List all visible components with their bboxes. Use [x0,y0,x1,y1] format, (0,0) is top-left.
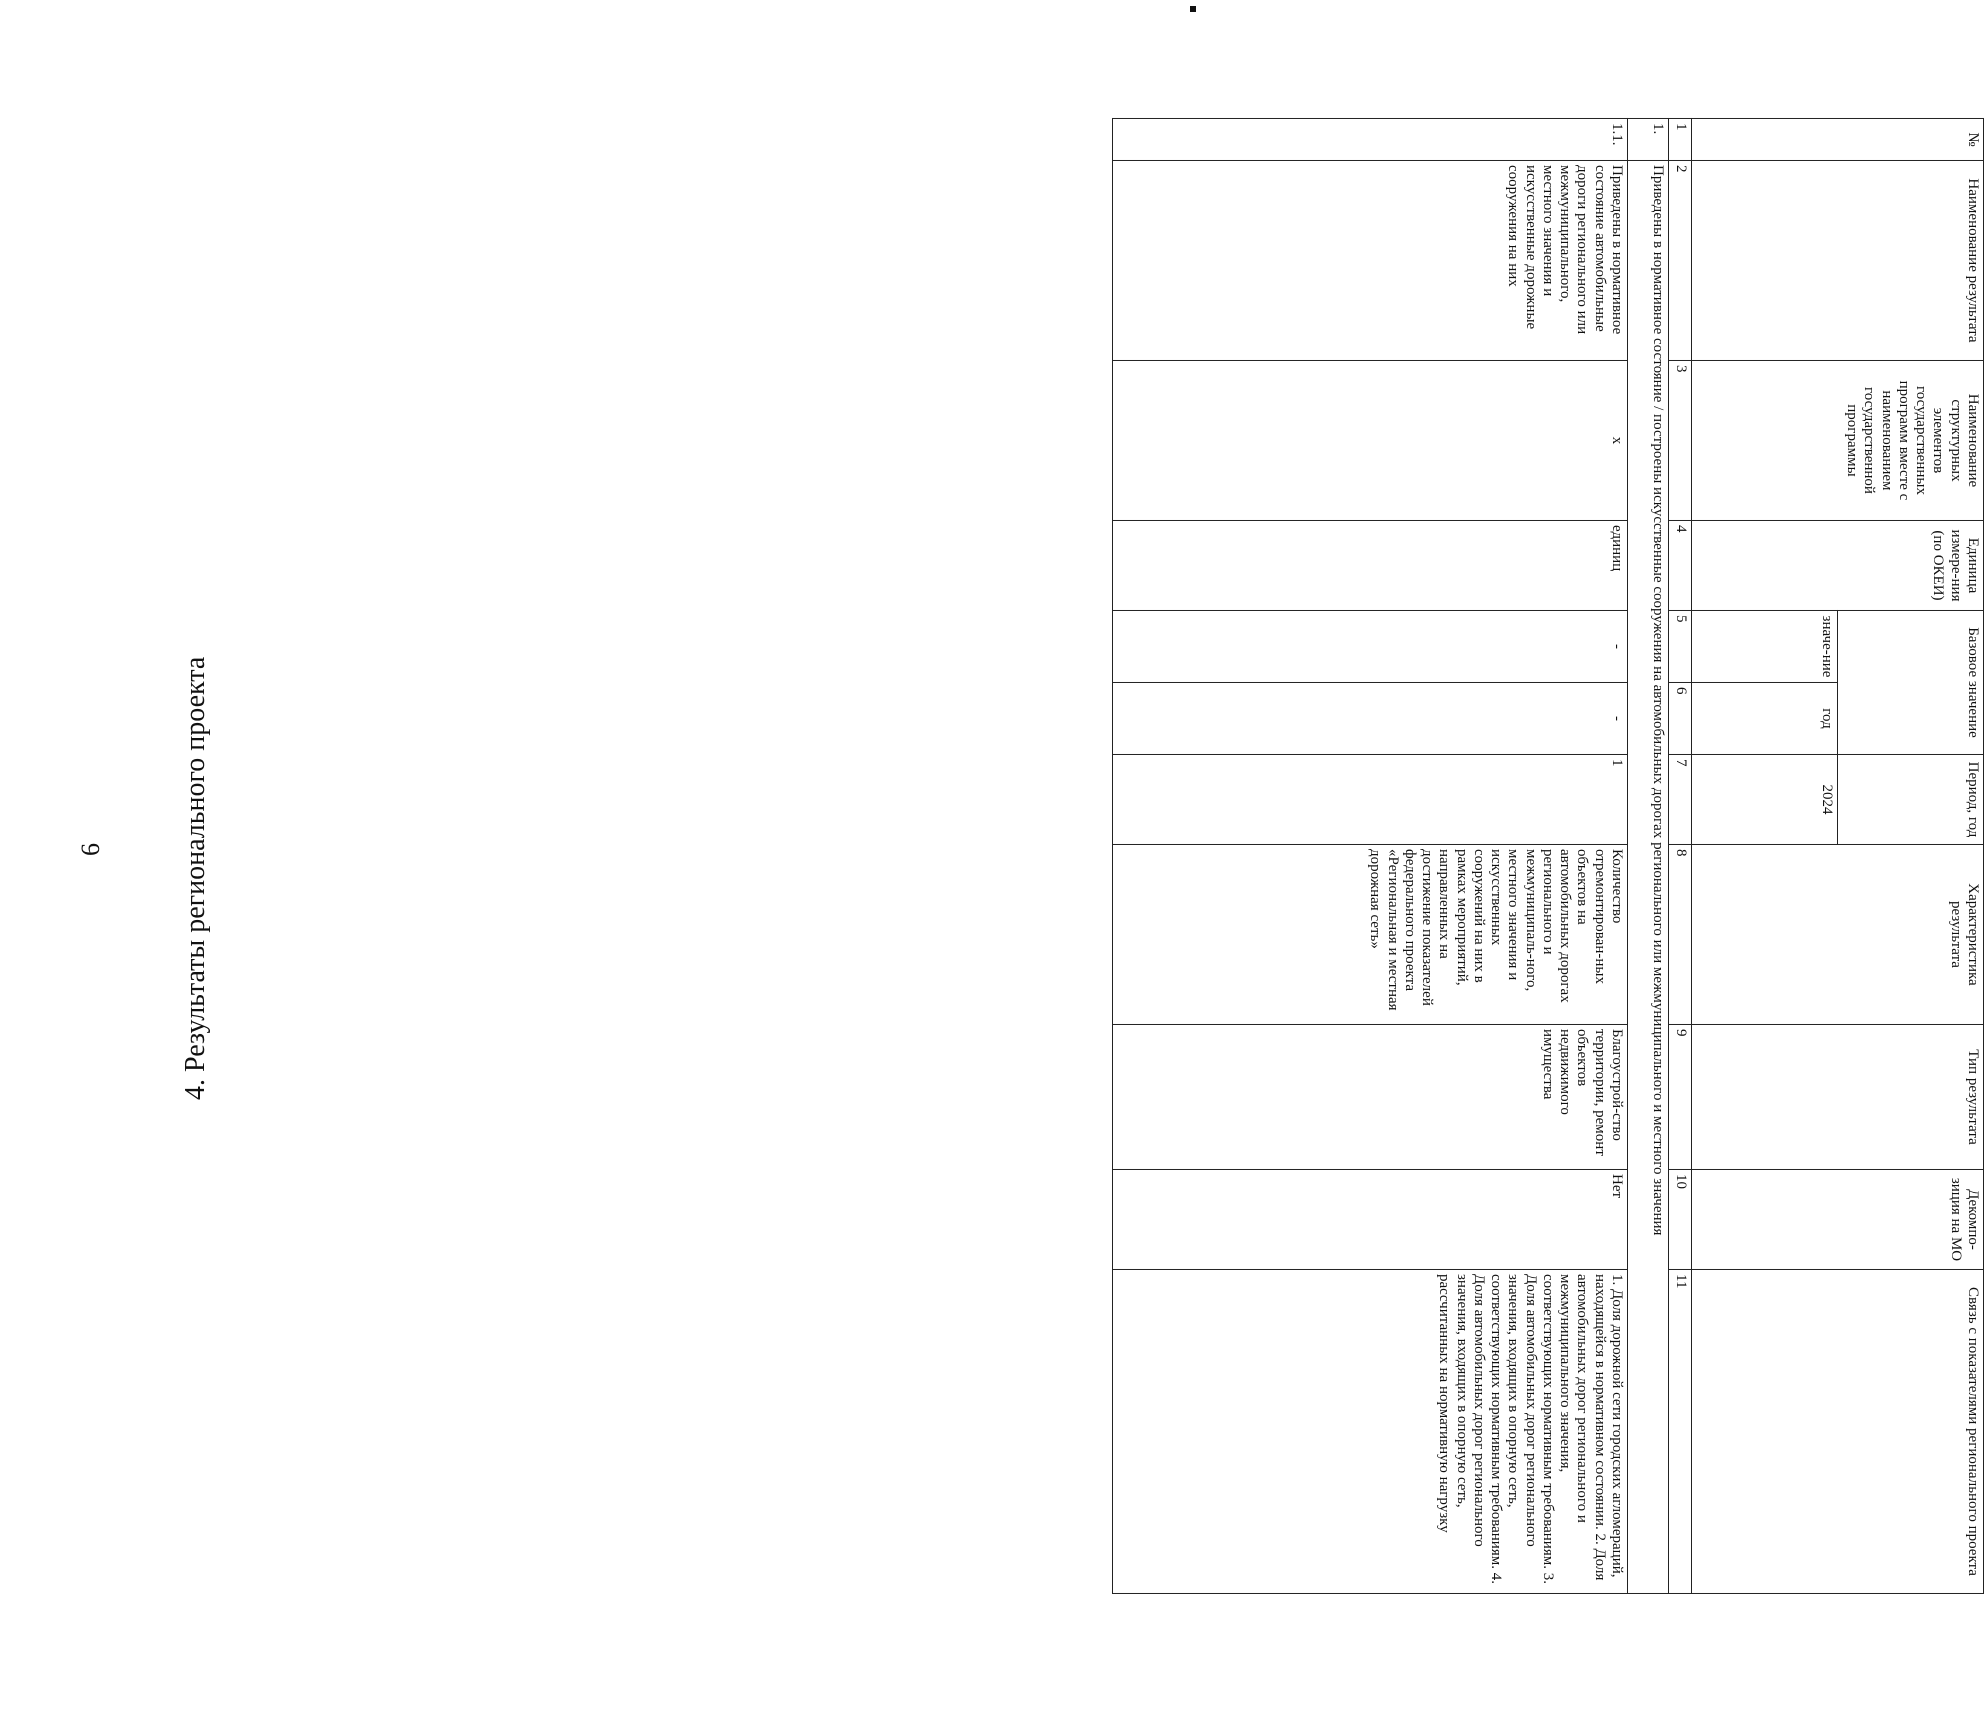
header-decomposition: Декомпо-зиция на МО [1692,1170,1984,1270]
header-characteristic: Характеристика результата [1692,845,1984,1025]
column-number: 7 [1669,755,1692,845]
group-row [1628,118,1669,1593]
row-period-2024: 1 [1113,755,1628,845]
header-structural-elements: Наименование структурных элементов государственных программ вместе с наименованием государственной программы [1692,360,1984,520]
column-number: 9 [1669,1025,1692,1170]
column-number-row [1669,118,1692,1593]
row-base-value: - [1113,610,1628,682]
column-number: 2 [1669,160,1692,360]
group-title: Приведены в нормативное состояние / построены искусственные сооружения на автомобильных дорогах регионального или межмуниципального и местного значения [1628,160,1669,1593]
group-number: 1. [1628,118,1669,160]
column-number: 10 [1669,1170,1692,1270]
column-number: 3 [1669,360,1692,520]
section-title: 4. Результаты регионального проекта [180,656,211,1100]
row-result-type: Благоустрой-ство территории, ремонт объектов недвижимого имущества [1113,1025,1628,1170]
scan-mark [1190,6,1196,12]
column-number: 5 [1669,610,1692,682]
header-period-year: 2024 [1692,755,1838,845]
header-period: Период, год [1838,755,1984,845]
row-characteristic: Количество отремонтирован-ных объектов на автомобильных дорогах регионального и межмуниципаль-ного, местного значения и искусственных сооружений на них в рамках мероприятий, направленных на достижение показателей федерального проекта «Региональная и местная дорожная сеть» [1113,845,1628,1025]
column-number: 11 [1669,1270,1692,1594]
row-base-year: - [1113,682,1628,754]
header-base-value-value: значе-ние [1692,610,1838,682]
header-unit: Единица измере-ния (по ОКЕИ) [1692,520,1984,610]
row-structural-elements: x [1113,360,1628,520]
header-base-value: Базовое значение [1838,610,1984,754]
page-number: 6 [76,843,105,856]
results-table-wrapper [1112,119,1984,1594]
row-result-name: Приведены в нормативное состояние автомобильные дороги регионального или межмуниципального, местного значения и искусственные дорожные сооружения на них [1113,160,1628,360]
header-number: № [1692,118,1984,160]
header-result-type: Тип результата [1692,1025,1984,1170]
column-number: 4 [1669,520,1692,610]
row-indicators: 1. Доля дорожной сети городских агломераций, находящейся в нормативном состоянии. 2. Доля автомобильных дорог регионального и межмуниципального значения, соответствующих нормативным требованиям. 3. Доля автомобильных дорог регионального значения, входящих в опорную сеть, соответствующих нормативным требованиям. 4. Доля автомобильных дорог регионального значения, входящих в опорную сеть, рассчитанных на нормативную нагрузку [1113,1270,1628,1594]
header-result-name: Наименование результата [1692,160,1984,360]
column-number: 8 [1669,845,1692,1025]
header-base-value-year: год [1692,682,1838,754]
header-indicators: Связь с показателями регионального проекта [1692,1270,1984,1594]
row-number: 1.1. [1113,118,1628,160]
results-table [1112,118,1984,1594]
row-decomposition: Нет [1113,1170,1628,1270]
row-unit: единиц [1113,520,1628,610]
header-row-1 [1838,118,1984,1593]
table-row [1113,118,1628,1593]
column-number: 6 [1669,682,1692,754]
column-number: 1 [1669,118,1692,160]
